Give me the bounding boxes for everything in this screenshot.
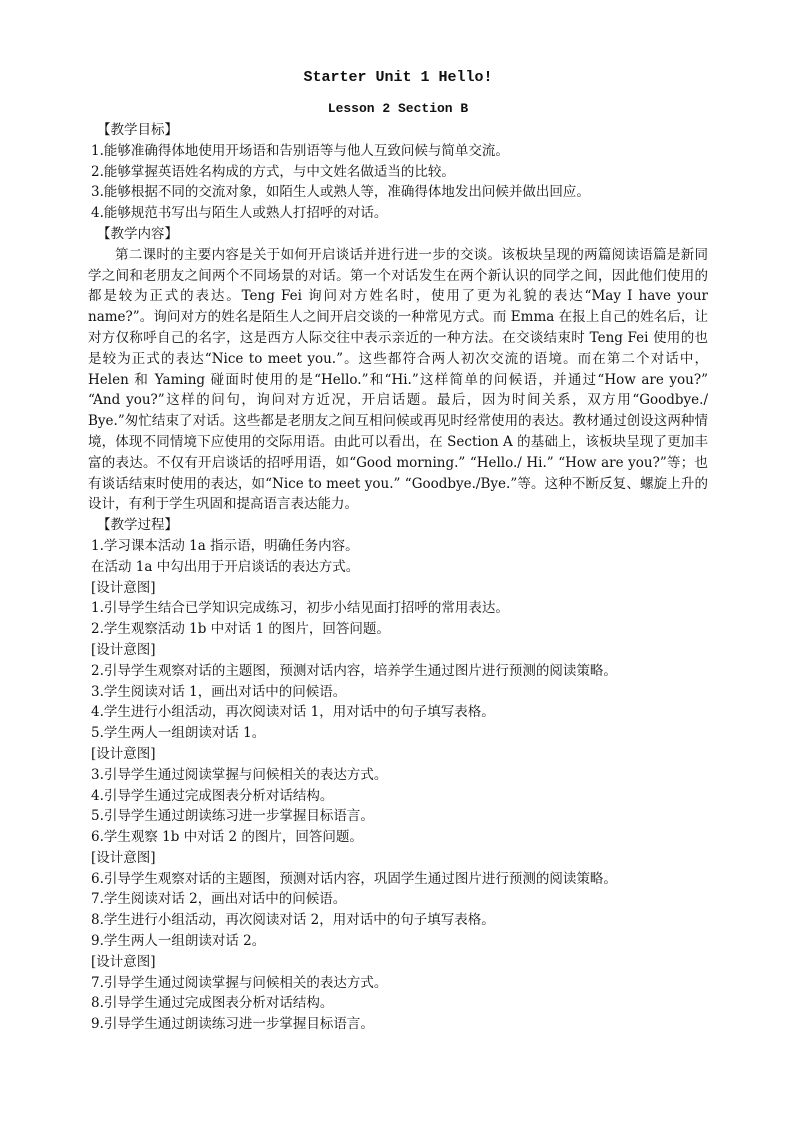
process-item: 1.学习课本活动 1a 指示语，明确任务内容。	[91, 537, 359, 554]
process-item: 7.引导学生通过阅读掌握与问候相关的表达方式。	[91, 974, 388, 991]
process-item: 4.引导学生通过完成图表分析对话结构。	[91, 787, 334, 804]
process-item: 2.引导学生观察对话的主题图，预测对话内容，培养学生通过图片进行预测的阅读策略。	[91, 662, 617, 679]
process-item: [设计意图]	[91, 641, 156, 658]
process-item: 6.学生观察 1b 中对话 2 的图片，回答问题。	[91, 829, 363, 846]
goals-list	[88, 141, 708, 224]
process-item: 6.引导学生观察对话的主题图，预测对话内容，巩固学生通过图片进行预测的阅读策略。	[91, 870, 617, 887]
goals-heading: 【教学目标】	[97, 122, 178, 138]
process-list	[88, 536, 708, 1035]
process-item: 4.学生进行小组活动，再次阅读对话 1，用对话中的句子填写表格。	[91, 704, 495, 721]
process-item: 在活动 1a 中勾出用于开启谈话的表达方式。	[91, 558, 360, 575]
document-title: Starter Unit 1 Hello!	[303, 69, 493, 86]
process-item: 8.学生进行小组活动，再次阅读对话 2，用对话中的句子填写表格。	[91, 912, 495, 929]
process-item: 5.学生两人一组朗读对话 1。	[91, 725, 266, 742]
process-item: 3.学生阅读对话 1，画出对话中的问候语。	[91, 683, 347, 700]
process-item: 9.引导学生通过朗读练习进一步掌握目标语言。	[91, 1016, 374, 1033]
process-item: [设计意图]	[91, 579, 156, 596]
goal-item: 3.能够根据不同的交流对象，如陌生人或熟人等，准确得体地发出问候并做出回应。	[91, 184, 590, 201]
goal-item: 2.能够掌握英语姓名构成的方式，与中文姓名做适当的比较。	[91, 163, 455, 180]
document-subtitle: Lesson 2 Section B	[327, 101, 469, 116]
process-heading: 【教学过程】	[97, 517, 178, 534]
process-item: [设计意图]	[91, 849, 156, 866]
process-item: [设计意图]	[91, 953, 156, 970]
document-page	[88, 68, 708, 1035]
content-paragraph: 第二课时的主要内容是关于如何开启谈话并进行进一步的交谈。该板块呈现的两篇阅读语篇是新同学之间和老朋友之间两个不同场景的对话。第一个对话发生在两个新认识的同学之间，因此他们使用的都是较为正式的表达。Teng Fei 询问对方姓名时，使用了更为礼貌的表达“May I have your name?”。询问对方的姓名是陌生人之间开启交谈的一种常见方式。而 Emma 在报上自己的姓名后，让对方仅称呼自己的名字，这是西方人际交往中表示亲近的一种方法。在交谈结束时 Teng Fei 使用的也是较为正式的表达“Nice to meet you.”。这些都符合两人初次交流的语境。而在第二个对话中，Helen 和 Yaming 碰面时使用的是“Hello.”和“Hi.”这样简单的问候语，并通过“How are you?” “And you?”这样的问句，询问对方近况，开启话题。最后，因为时间关系，双方用“Goodbye./ Bye.”匆忙结束了对话。这些都是老朋友之间互相问候或再见时经常使用的表达。教材通过创设这两种情境，体现不同情境下应使用的交际用语。由此可以看出，在 Section A 的基础上，该板块呈现了更加丰富的表达。不仅有开启谈话的招呼用语，如“Good morning.” “Hello./ Hi.” “How are you?”等；也有谈话结束时使用的表达，如“Nice to meet you.” “Goodbye./Bye.”等。这种不断反复、螺旋上升的设计，有利于学生巩固和提高语言表达能力。	[88, 246, 708, 513]
process-item: 7.学生阅读对话 2，画出对话中的问候语。	[91, 891, 347, 908]
goal-item: 1.能够准确得体地使用开场语和告别语等与他人互致问候与简单交流。	[91, 142, 509, 159]
process-item: 9.学生两人一组朗读对话 2。	[91, 933, 266, 950]
process-item: 5.引导学生通过朗读练习进一步掌握目标语言。	[91, 808, 374, 825]
goal-item: 4.能够规范书写出与陌生人或熟人打招呼的对话。	[91, 205, 388, 222]
process-item: [设计意图]	[91, 745, 156, 762]
process-item: 2.学生观察活动 1b 中对话 1 的图片，回答问题。	[91, 621, 390, 638]
process-item: 3.引导学生通过阅读掌握与问候相关的表达方式。	[91, 766, 388, 783]
process-item: 8.引导学生通过完成图表分析对话结构。	[91, 995, 334, 1012]
content-heading: 【教学内容】	[97, 225, 178, 242]
process-item: 1.引导学生结合已学知识完成练习，初步小结见面打招呼的常用表达。	[91, 600, 509, 617]
